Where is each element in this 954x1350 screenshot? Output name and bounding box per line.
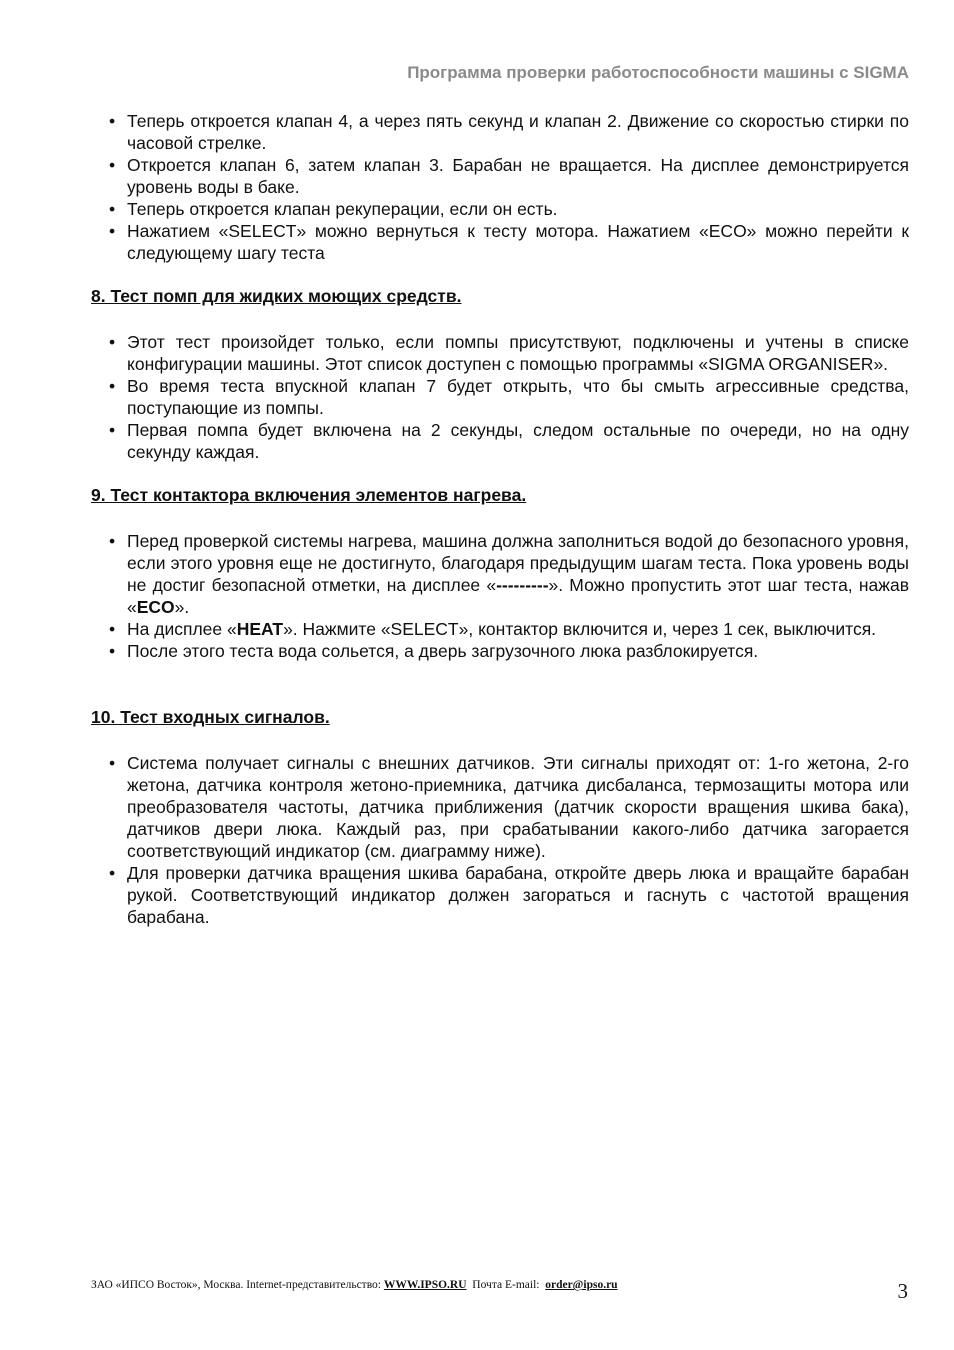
bullet-icon: • bbox=[109, 376, 116, 396]
bullet-icon: • bbox=[109, 199, 116, 219]
bullet-icon: • bbox=[109, 221, 116, 241]
bullet-icon: • bbox=[109, 155, 116, 175]
intro-bullet-list bbox=[91, 110, 909, 264]
footer-company: ЗАО «ИПСО Восток», Москва. Internet-представительство: bbox=[91, 1279, 384, 1291]
list-item: • На дисплее «HEAT». Нажмите «SELECT», контактор включится и, через 1 сек, выключится. bbox=[109, 619, 877, 639]
level-dashes: --------- bbox=[496, 575, 549, 595]
list-item: • Откроется клапан 6, затем клапан 3. Барабан не вращается. На дисплее демонстрируется уровень воды в баке. bbox=[109, 155, 909, 197]
list-item: • Теперь откроется клапан 4, а через пять секунд и клапан 2. Движение со скоростью стирки по часовой стрелке. bbox=[109, 111, 909, 153]
list-item: • Нажатием «SELECT» можно вернуться к тесту мотора. Нажатием «ECO» можно перейти к следующему шагу теста bbox=[109, 221, 909, 263]
eco-label: ECO bbox=[136, 597, 175, 617]
bullet-icon: • bbox=[109, 111, 116, 131]
bullet-icon: • bbox=[109, 531, 116, 551]
document-body bbox=[91, 110, 909, 928]
bullet-icon: • bbox=[109, 641, 116, 661]
page-number: 3 bbox=[897, 1279, 908, 1303]
bullet-icon: • bbox=[109, 420, 116, 440]
list-item: • Перед проверкой системы нагрева, машина должна заполниться водой до безопасного уровня, если этого уровня еще не достигнуто, благодаря предыдущим шагам теста. Пока уровень воды не достиг безопасной отметки, на дисплее «---------». Можно пропустить этот шаг теста, нажав «ECO». bbox=[109, 531, 909, 617]
section-9-bullet-list bbox=[91, 530, 909, 662]
bullet-icon: • bbox=[109, 753, 116, 773]
bullet-icon: • bbox=[109, 863, 116, 883]
list-item: • Система получает сигналы с внешних датчиков. Эти сигналы приходят от: 1-го жетона, 2-го жетона, датчика контроля жетоно-приемника, датчика дисбаланса, термозащиты мотора или преобразователя частоты, датчика приближения (датчик скорости вращения шкива бака), датчиков двери люка. Каждый раз, при срабатывании какого-либо датчика загорается соответствующий индикатор (см. диаграмму ниже). bbox=[109, 753, 909, 861]
section-10-bullet-list bbox=[91, 752, 909, 928]
section-8-bullet-list bbox=[91, 331, 909, 463]
list-item: • После этого теста вода сольется, а дверь загрузочного люка разблокируется. bbox=[109, 641, 759, 661]
list-item: • Во время теста впускной клапан 7 будет открыть, что бы смыть агрессивные средства, поступающие из помпы. bbox=[109, 376, 909, 418]
list-item: • Для проверки датчика вращения шкива барабана, откройте дверь люка и вращайте барабан рукой. Соответствующий индикатор должен загораться и гаснуть с частотой вращения барабана. bbox=[109, 863, 909, 927]
list-item: • Первая помпа будет включена на 2 секунды, следом остальные по очереди, но на одну секунду каждая. bbox=[109, 420, 909, 462]
section-10-title: 10. Тест входных сигналов. bbox=[91, 707, 330, 727]
bullet-icon: • bbox=[109, 619, 116, 639]
heat-label: HEAT bbox=[236, 619, 284, 639]
section-8-title: 8. Тест помп для жидких моющих средств. bbox=[91, 286, 462, 306]
bullet-icon: • bbox=[109, 332, 116, 352]
list-item: • Этот тест произойдет только, если помпы присутствуют, подключены и учтены в списке конфигурации машины. Этот список доступен с помощью программы «SIGMA ORGANISER». bbox=[109, 332, 909, 374]
list-item: • Теперь откроется клапан рекуперации, если он есть. bbox=[109, 199, 558, 219]
page-footer bbox=[91, 1279, 618, 1291]
footer-email-label: Почта E-mail: bbox=[466, 1279, 546, 1291]
section-9-title: 9. Тест контактора включения элементов нагрева. bbox=[91, 485, 527, 505]
page-header: Программа проверки работоспособности машины с SIGMA bbox=[407, 63, 909, 82]
email-link[interactable]: order@ipso.ru bbox=[545, 1279, 618, 1291]
website-link[interactable]: WWW.IPSO.RU bbox=[383, 1279, 467, 1291]
